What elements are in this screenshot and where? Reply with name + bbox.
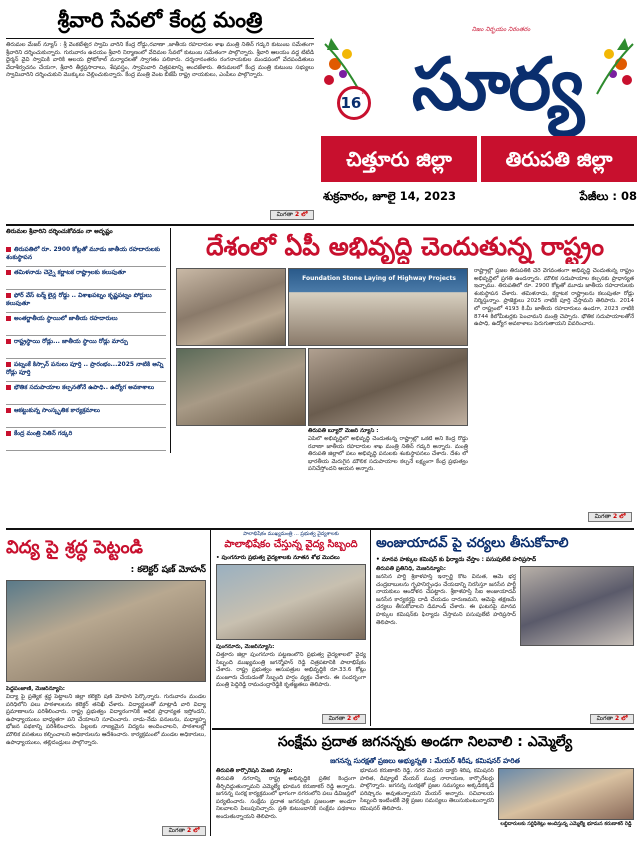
top-story-headline: శ్రీవారి సేవలో కేంద్ర మంత్రి: [57, 8, 263, 32]
issue-date: శుక్రవారం, జూలై 14, 2023: [323, 189, 457, 203]
sankshema-photo: [498, 768, 634, 820]
brief-divider: [6, 358, 166, 359]
brief-text: తమిళనాడు చెన్నై కర్ణాటక రాష్ట్రాలకు కలుపుతూ: [14, 269, 127, 276]
anjaiah-photo: [520, 566, 634, 646]
vidya-more-link[interactable]: మిగతా 2 లో: [162, 826, 206, 836]
palana-dateline: పుంగనూరు, మేజర్‌న్యూస్:: [216, 644, 275, 650]
brief-text: కేంద్ర మంత్రి నితిన్ గడ్కరి: [14, 430, 73, 437]
lead-more-link[interactable]: మిగతా 2 లో: [588, 512, 632, 522]
brief-item[interactable]: [6, 269, 166, 277]
brief-divider: [6, 427, 166, 428]
lead-photo-2: [288, 268, 468, 346]
palana-more-link[interactable]: మిగతా 2 లో: [322, 714, 366, 724]
top-story-more-link[interactable]: మిగతా 2 లో: [270, 210, 314, 220]
lead-photo-3: [176, 348, 306, 426]
anjaiah-subhead: • మానవ హక్కుల కమిషన్ కు ఫిర్యాదు చేస్తాం : పసుపులేటి హరిప్రసాద్: [376, 557, 537, 563]
brief-item[interactable]: [6, 407, 166, 415]
bullet-icon: [6, 339, 11, 344]
brief-item[interactable]: [6, 338, 166, 346]
bullet-icon: [6, 408, 11, 413]
brief-item[interactable]: [6, 430, 166, 438]
lead-body-col1: ఏపీలో అభివృద్ధిలో అభివృద్ధి చెందుతున్న రాష్ట్రాల్లో ఒకటి అని కేంద్ర రోడ్డు రవాణా జాతీయ రహదారుల శాఖ మంత్రి నితిన్ గడ్కరి అన్నారు. మంత్రి తిరుపతి జిల్లాలో పలు అభివృద్ధి పనులకు శంకుస్థాపనలు చేశారు. దేశం లో భారతీయ మెరుగైన మౌలిక సదుపాయాల కల్పనే లక్ష్యంగా కేంద్ర ప్రభుత్వం పనిచేస్తోందని ఆయన అన్నారు.: [308, 436, 468, 473]
anjaiah-more-link[interactable]: మిగతా 2 లో: [590, 714, 634, 724]
bullet-icon: [6, 247, 11, 252]
vidya-body: విద్యా పై ప్రత్యేక శ్రద్ధ పెట్టాలని జిల్లా కలెక్టర్ షణ్ మోహన్ పేర్కొన్నారు. గురువారం మండల పరిధిలోని పలు పాఠశాలలను కలెక్టర్ తనిఖీ చేశారు. విద్యార్థులతో మాట్లాడి వారి విద్యా ప్రమాణాలను పరిశీలించారు. రాష్ట్ర ప్రభుత్వం విద్యారంగానికి అధిక ప్రాధాన్యత ఇస్తోందని, ఉపాధ్యాయులు బాధ్యతగా పని చేయాలని సూచించారు. నాడు-నేడు పనులను, మధ్యాహ్న భోజన పథకాన్ని పరిశీలించారు. పిల్లలకు నాణ్యమైన విద్యను అందించాలని, పాఠశాలల్లో మౌలిక వసతులు కల్పించాలని అధికారులను ఆదేశించారు. కార్యక్రమంలో మండల అధికారులు, ఉపాధ్యాయులు, తల్లిదండ్రులు పాల్గొన్నారు.: [6, 694, 206, 746]
lead-photo-4: [308, 348, 468, 426]
brief-text: అంతర్జాతీయ స్థాయిలో జాతీయ రహదారులు: [14, 315, 118, 322]
bullet-icon: [6, 293, 11, 298]
vidya-subhead: : కలెక్టర్ షణ్ మోహన్: [130, 565, 206, 575]
brief-item[interactable]: [6, 292, 166, 308]
anniversary-suffix: th: [361, 89, 368, 96]
masthead-tagline: నిజం నిర్భయం నిరంతరం: [471, 26, 531, 33]
bullet-icon: [6, 270, 11, 275]
brief-text: రాష్ట్రస్థాయి రోడ్లు... జాతీయ స్థాయి రోడ్లు మార్పు: [14, 338, 128, 345]
palana-body: చిత్తూరు జిల్లా పుంగనూరు పట్టణంలోని ప్రభుత్వ వైద్యశాలలో వైద్య సిబ్బంది ముఖ్యమంత్రి జగన్మోహన్ రెడ్డి చిత్రపటానికి పాలాభిషేకం చేశారు. రాష్ట్ర ప్రభుత్వం ఆసుపత్రుల అభివృద్ధికి రూ.33.6 కోట్లు మంజూరు చేయడంతో సిబ్బంది హర్షం వ్యక్తం చేశారు. ఈ సందర్భంగా మంత్రి పెద్దిరెడ్డి రామచంద్రారెడ్డికి కృతజ్ఞతలు తెలిపారు.: [216, 652, 366, 689]
masthead: [321, 24, 637, 216]
anjaiah-dateline: తిరుపతి ప్రతినిధి, మేజర్‌న్యూస్:: [376, 566, 446, 572]
anjaiah-headline: అంజుయాదవ్ పై చర్యలు తీసుకోవాలి: [376, 535, 569, 551]
brief-item[interactable]: [6, 361, 166, 377]
bullet-icon: [6, 362, 11, 367]
anniversary-number: 16: [340, 94, 362, 112]
district-right: తిరుపతి జిల్లా: [481, 136, 637, 182]
brief-divider: [6, 312, 166, 313]
masthead-title: సూర్య: [411, 42, 583, 126]
vidya-headline: విద్య పై శ్రద్ధ పెట్టండి: [6, 537, 143, 558]
brief-text: ఫోర్ వేస్ టర్మ్ లైన్ల రోడ్డు .. విశాఖపట్నం కృష్ణపట్నం పోర్టులు కలుపుతూ: [6, 292, 152, 307]
brief-item[interactable]: [6, 384, 166, 392]
brief-text: తిరుపతిలో రూ. 2900 కోట్లతో మూడు జాతీయ రహదారులకు శంకుస్థాపన: [6, 246, 161, 261]
lead-headline: దేశంలో ఏపీ అభివృద్ధి చెందుతున్న రాష్ట్రం: [205, 232, 605, 261]
anniversary-badge: [337, 86, 371, 120]
top-story-body: తిరుమల మేజర్ న్యూస్ : శ్రీ వెంకటేశ్వర స్వామి వారిని కేంద్ర రోడ్డు,రవాణా ,జాతీయ రహదారుల శాఖ మంత్రి నితిన్ గడ్కరి కుటుంబ సమేతంగా శ్రీవారిని దర్శించుకున్నారు. గురువారం ఉదయం శ్రీవారి నిర్మాణంలో వేదిమల సేవలో కుటుంబ సమేతంగా పాల్గొన్నారు. శ్రీవారి ఆలయం వద్ద టిటిడి ధైర్మన్ వైవి స్వామికి వారికి ఆలయ ప్రోటోకాల్ మర్యాదలతో స్వాగతం పలికారు. దర్శనానంతరం రంగనాయకుల మండపంలో వేదపండితులు వేదాశీర్వచనం చేయగా, శ్రీవారి తీర్థప్రసాదాలు, శేషవస్త్రం, స్వామివారి చిత్రపటాన్ని అందజేశారు. తిరుమలలో కేంద్ర మంత్రి కుటుంబ సభ్యులు స్వామివారిని దర్శించుకుని మొక్కులు చెల్లించుకున్నారు. కేంద్ర మంత్రి వెంట బీజేపీ రాష్ట్ర నాయకులు, ఎంపీలు పాల్గొన్నారు.: [6, 42, 314, 79]
palana-subhead: • పుంగనూరు ప్రభుత్వ వైద్యశాలకు నూతన శోభ మొదలు: [216, 555, 340, 561]
bullet-icon: [6, 385, 11, 390]
vidya-dateline: పెద్దపంజాణి, మేజర్‌న్యూస్:: [6, 686, 65, 692]
bullet-icon: [6, 431, 11, 436]
brief-divider: [6, 289, 166, 290]
sankshema-subhead: జగనన్న సురక్షతో ప్రజలు అభ్యున్నతి : మేయర్ శిరీష, కమిషనర్ హరిత: [330, 757, 520, 765]
sankshema-col2: భూమన కరుణాకర్ రెడ్డి, నగర మేయర్ డాక్టర్ శిరీష, కమిషనర్ హరిత, డిప్యూటీ మేయర్ ముద్ర నారాయణ, కార్పొరేటర్లు పాల్గొన్నారు. జగనన్న సురక్షతో ప్రజల సమస్యలు అక్కడికక్కడే పరిష్కారం అవుతున్నాయని మేయర్ అన్నారు. సచివాలయ సిబ్బంది ఇంటింటికీ వెళ్లి ప్రజల సమస్యలు తెలుసుకుంటున్నారని కమిషనర్ తెలిపారు.: [360, 768, 494, 812]
lead-photo-banner: Foundation Stone Laying of Highway Projects: [302, 275, 456, 282]
palana-kicker: పాలాభిషేకం ముఖ్యమంత్రి ... ప్రభుత్వ వైద్యశాలకు: [243, 531, 339, 537]
lead-body-col2: రాష్ట్రాల్లో ప్రజల తిరుపతికి చేరే వేగవంతంగా అభివృద్ధి చెందుతున్న రాష్ట్రం అభివృద్ధిలో ప్రగతి ఉందన్నారు. మౌలిక సదుపాయాల కల్పనకు ప్రాధాన్యత ఇచ్చాము. తిరుపతిలో రూ. 2900 కోట్లతో మూడు జాతీయ రహదారులకు శంకుస్థాపన చేశారు. తమిళనాడు, కర్ణాటక రాష్ట్రాలను కలుపుతూ రోడ్లు నిర్మిస్తున్నాం. ప్రాజెక్టులు 2025 నాటికి పూర్తి చేస్తామని తెలిపారు. 2014 లో రాష్ట్రంలో 4193 కి.మీ జాతీయ రహదారులు ఉండగా, 2023 నాటికి 8744 కిలోమీటర్లకు పెంచామని మంత్రి చెప్పారు. భౌతిక సదుపాయాలతోనే ఉపాధి, ఉద్యోగ అవకాశాలు పెరుగుతాయని వివరించారు.: [474, 268, 634, 328]
brief-divider: [6, 404, 166, 405]
lead-caption: తిరుపతి బ్యూరో మేజర్ న్యూస్ :: [308, 428, 379, 434]
brief-item[interactable]: [6, 246, 166, 262]
palana-headline: పాలాభిషేకం చేస్తున్న వైద్య సిబ్బంది: [224, 539, 358, 550]
brief-divider: [6, 381, 166, 382]
bullet-icon: [6, 316, 11, 321]
sankshema-photo-caption: లబ్దిదారులకు సర్టిఫికెట్లు అందిస్తున్న ఎమ్మెల్యే భూమన కరుణాకర్ రెడ్డి: [500, 821, 632, 827]
palana-photo: [216, 564, 366, 640]
district-left: చిత్తూరు జిల్లా: [321, 136, 477, 182]
brief-text: ఆకట్టుకున్న సాంస్కృతిక కార్యక్రమాలు: [14, 407, 100, 414]
brief-text: భౌతిక సదుపాయాల కల్పనతోనే ఉపాధి.. ఉద్యోగ అవకాశాలు: [14, 384, 155, 391]
vidya-photo: [6, 580, 206, 682]
sankshema-dateline: తిరుపతి కార్పొరేషన్ మేజర్ న్యూస్:: [216, 768, 293, 774]
brief-divider: [6, 450, 166, 451]
brief-divider: [6, 335, 166, 336]
brief-divider: [6, 266, 166, 267]
brief-text: పట్నంకే కిస్సాన్ పనులు పూర్తి .. ప్రారంభం...2025 నాటికి అన్ని రోడ్లు పూర్తి: [6, 361, 164, 376]
brief-item[interactable]: [6, 315, 166, 323]
sankshema-headline: సంక్షేమ ప్రదాత జగనన్నకు అండగా నిలవాలి : ఎమ్మెల్యే: [277, 734, 573, 750]
anjaiah-body: జనసేన పార్టీ శ్రీకాళహస్తి ఇన్చార్జి కోట వినుత, ఆమె భర్త చంద్రబాబులను గృహనిర్బంధం చేయడాన్ని నిరసిస్తూ జనసేన పార్టీ నాయకులు ఆందోళన చేపట్టారు. శ్రీకాళహస్తి సీఐ అంజుయాదవ్ జనసేన కార్యకర్తపై దాడి చేయడం దారుణమని, ఆమెపై తక్షణమే చర్యలు తీసుకోవాలని డిమాండ్ చేశారు. ఈ ఘటనపై మానవ హక్కుల కమిషన్‌కు ఫిర్యాదు చేస్తామని పసుపులేటి హరిప్రసాద్ తెలిపారు.: [376, 574, 516, 626]
briefs-header: తిరుమల శ్రీవారిని దర్శించుకోవడం నా అదృష్టం: [6, 228, 113, 235]
top-story: [6, 6, 314, 221]
page-count: పేజీలు : 08: [579, 189, 637, 203]
lead-photo-1: [176, 268, 286, 346]
sankshema-col1: తిరుపతి నగరాన్ని రాష్ట్ర అభివృద్ధికి ప్రతీక కేంద్రంగా తీర్చిదిద్దుతున్నామని ఎమ్మెల్యే భూమన కరుణాకర్ రెడ్డి అన్నారు. జగనన్న సురక్ష కార్యక్రమంలో భాగంగా నగరంలోని పలు డివిజన్లలో పర్యటించారు. సంక్షేమ ప్రదాత జగనన్నకు ప్రజలంతా అండగా నిలవాలని పిలుపునిచ్చారు. ప్రతి కుటుంబానికి సంక్షేమ పథకాలు అందుతున్నాయని తెలిపారు.: [216, 776, 356, 820]
